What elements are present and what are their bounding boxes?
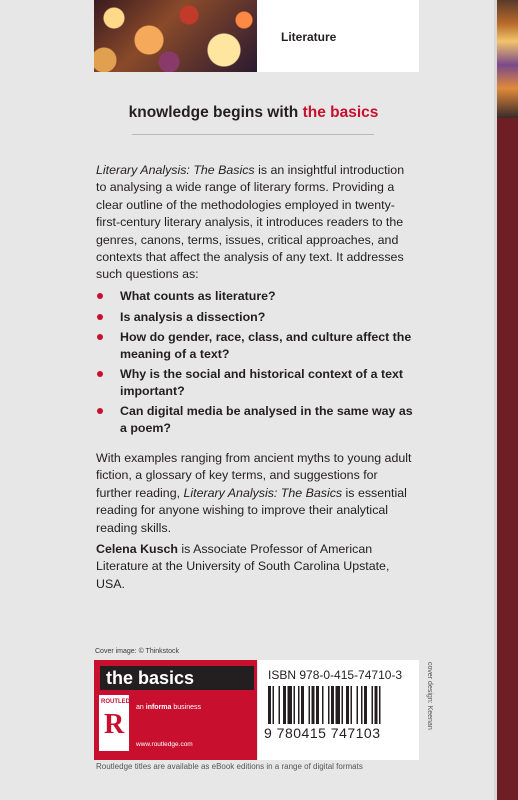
author-bio [96,541,416,593]
spine-image [497,0,518,118]
barcode-number: 9 780415 747103 [264,725,381,741]
cover-credit: Cover image: © Thinkstock [95,648,180,655]
list-item: Is analysis a dissection? [96,309,416,326]
tagline [0,104,507,122]
informa-tagline: an informa business [136,704,202,711]
closing-text-before: With examples ranging from ancient myths to young adult fiction, a glossary of key terms, and suggestions for further reading, [96,451,412,500]
barcode-icon [268,686,412,724]
isbn: ISBN 978-0-415-74710-3 [268,668,403,682]
closing-paragraph [96,450,416,537]
cover-photo [94,0,257,72]
list-item: Can digital media be analysed in the same way as a poem? [96,403,416,436]
intro-paragraph [96,162,416,284]
author-bio-text: is Associate Professor of American Literature at the University of South Carolina Upstate, USA. [96,542,390,591]
list-item: Why is the social and historical context of a text important? [96,366,416,399]
ebook-note: Routledge titles are available as eBook editions in a range of digital formats [96,762,363,771]
book-title: Literary Analysis: The Basics [183,485,343,500]
series-title: the basics [100,666,254,690]
author-name: Celena Kusch [96,542,178,556]
cover-design-credit: cover design: Keenan [426,662,433,730]
closing-text-after: is essential reading for anyone wishing to improve their analytical reading skills. [96,485,407,535]
routledge-wordmark: ROUTLEDGE [101,699,139,705]
tagline-prefix: knowledge begins with [128,104,299,121]
publisher-url: www.routledge.com [136,741,193,748]
book-title: Literary Analysis: The Basics [96,163,255,177]
divider [132,134,374,135]
list-item: How do gender, race, class, and culture affect the meaning of a text? [96,329,416,362]
question-list [96,288,416,440]
tagline-highlight: the basics [302,104,379,121]
category-label: Literature [281,30,337,44]
list-item: What counts as literature? [96,288,416,305]
intro-text: is an insightful introduction to analysing a wide range of literary forms. Providing a clear outline of the methodologies employed in twenty-first-century literary analysis, it introduces readers to the genres, canons, terms, issues, critical approaches, and contexts that affect the analysis of any text. It addresses such questions as: [96,163,405,282]
routledge-r-icon: R [104,709,125,740]
